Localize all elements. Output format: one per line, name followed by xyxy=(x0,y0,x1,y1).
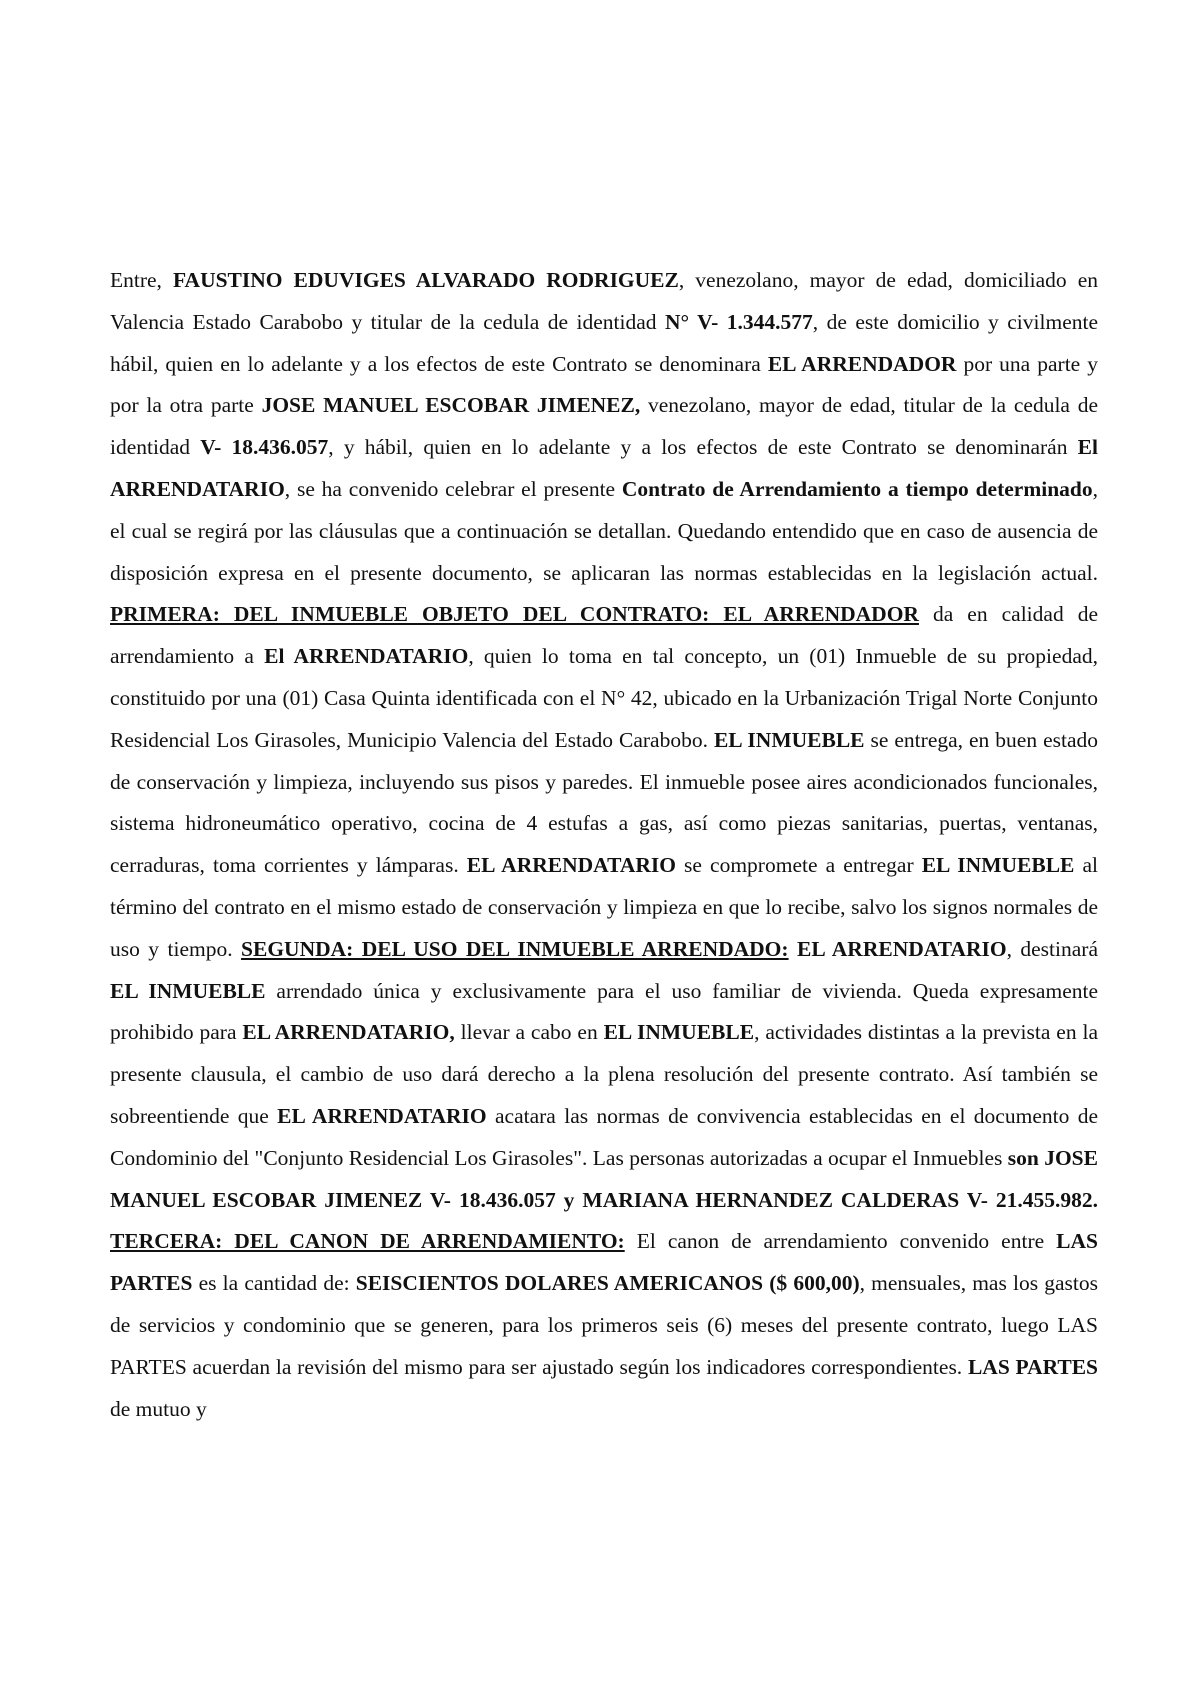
bold-text-run: LAS PARTES xyxy=(967,1354,1099,1379)
text-run: llevar a cabo en xyxy=(454,1020,604,1045)
text-run xyxy=(789,937,797,961)
bold-text-run: EL ARRENDATARIO xyxy=(466,853,676,878)
text-run: de mutuo y xyxy=(110,1396,207,1421)
contract-body-text xyxy=(110,260,1098,1430)
text-run: da en calidad de arrendamiento a xyxy=(110,602,1099,669)
clause-heading: PRIMERA: DEL INMUEBLE OBJETO DEL CONTRATO: EL ARRENDADOR xyxy=(110,602,919,627)
text-run: , actividades distintas a la prevista en la presente clausula, el cambio de uso dará derecho a la plena resolución del presente contrato. Así también se sobreentiende que xyxy=(110,1020,1098,1128)
bold-text-run: EL INMUEBLE xyxy=(110,978,266,1003)
text-run: , venezolano, mayor de edad, domiciliado en Valencia Estado Carabobo y titular de la cedula de identidad xyxy=(110,268,1099,334)
text-run: El canon de arrendamiento convenido entre xyxy=(624,1229,1057,1254)
bold-text-run: El ARRENDATARIO xyxy=(264,644,469,669)
text-run: acatara las normas de convivencia establecidas en el documento de Condominio del "Conjunto Residencial Los Girasoles". Las personas autorizadas a ocupar el Inmuebles xyxy=(110,1103,1098,1170)
text-run: al término del contrato en el mismo estado de conservación y limpieza en que lo recibe, salvo los signos normales de uso y tiempo. xyxy=(110,853,1098,961)
bold-text-run: El ARRENDATARIO xyxy=(110,435,1098,501)
bold-text-run: EL ARRENDATARIO xyxy=(797,936,1007,961)
text-run: , mensuales, mas los gastos de servicios y condominio que se generen, para los primeros seis (6) meses del presente contrato, luego LAS PARTES acuerdan la revisión del mismo para ser ajustado según los indicadores correspondientes. xyxy=(110,1271,1098,1379)
bold-text-run: LAS PARTES xyxy=(110,1229,1098,1296)
text-run: se entrega, en buen estado de conservación y limpieza, incluyendo sus pisos y paredes. El inmueble posee aires acondicionados funcionales, sistema hidroneumático operativo, cocina de 4 estufas a gas, así como piezas sanitarias, puertas, ventanas, cerraduras, toma corrientes y lámparas. xyxy=(110,727,1098,878)
text-run: arrendado única y exclusivamente para el uso familiar de vivienda. Queda expresamente prohibido para xyxy=(110,978,1098,1045)
text-run: por una parte y por la otra parte xyxy=(110,351,1098,418)
bold-text-run: EL INMUEBLE xyxy=(603,1020,755,1045)
clause-heading: TERCERA: DEL CANON DE ARRENDAMIENTO: xyxy=(110,1229,625,1254)
bold-text-run: JOSE MANUEL ESCOBAR JIMENEZ, xyxy=(261,393,641,418)
text-run: es la cantidad de: xyxy=(192,1271,356,1296)
text-run: , se ha convenido celebrar el presente xyxy=(284,476,622,501)
bold-text-run: son JOSE MANUEL ESCOBAR JIMENEZ V- 18.436.057 y MARIANA HERNANDEZ CALDERAS V- 21.455.982. xyxy=(110,1145,1098,1212)
text-run: , de este domicilio y civilmente hábil, quien en lo adelante y a los efectos de este Contrato se denominara xyxy=(110,309,1099,376)
clause-heading: SEGUNDA: DEL USO DEL INMUEBLE ARRENDADO: xyxy=(241,936,789,961)
bold-text-run: EL ARRENDATARIO xyxy=(277,1103,487,1128)
text-run: , el cual se regirá por las cláusulas que a continuación se detallan. Quedando entendido que en caso de ausencia de disposición expresa en el presente documento, se aplicaran las normas establecidas en la legislación actual. xyxy=(110,476,1099,585)
bold-text-run: EL ARRENDADOR xyxy=(767,351,957,376)
bold-text-run: EL ARRENDATARIO, xyxy=(242,1020,455,1045)
bold-text-run: SEISCIENTOS DOLARES AMERICANOS ($ 600,00) xyxy=(355,1271,860,1296)
text-run: venezolano, mayor de edad, titular de la cedula de identidad xyxy=(110,393,1098,460)
text-run: Entre, xyxy=(110,268,173,292)
bold-text-run: Contrato de Arrendamiento a tiempo determinado xyxy=(621,476,1093,501)
bold-text-run: N° V- 1.344.577 xyxy=(664,309,813,334)
bold-text-run: FAUSTINO EDUVIGES ALVARADO RODRIGUEZ xyxy=(173,268,679,292)
bold-text-run: EL INMUEBLE xyxy=(713,727,865,752)
bold-text-run: EL INMUEBLE xyxy=(921,853,1075,878)
text-run: , destinará xyxy=(1006,936,1098,961)
text-run: se compromete a entregar xyxy=(675,853,922,878)
text-run: , quien lo toma en tal concepto, un (01) Inmueble de su propiedad, constituido por una (01) Casa Quinta identificada con el N° 42, ubicado en la Urbanización Trigal Norte Conjunto Residencial Los Girasoles, Municipio Valencia del Estado Carabobo. xyxy=(110,644,1098,752)
bold-text-run: V- 18.436.057 xyxy=(200,435,329,460)
text-run: , y hábil, quien en lo adelante y a los efectos de este Contrato se denominarán xyxy=(328,435,1078,460)
